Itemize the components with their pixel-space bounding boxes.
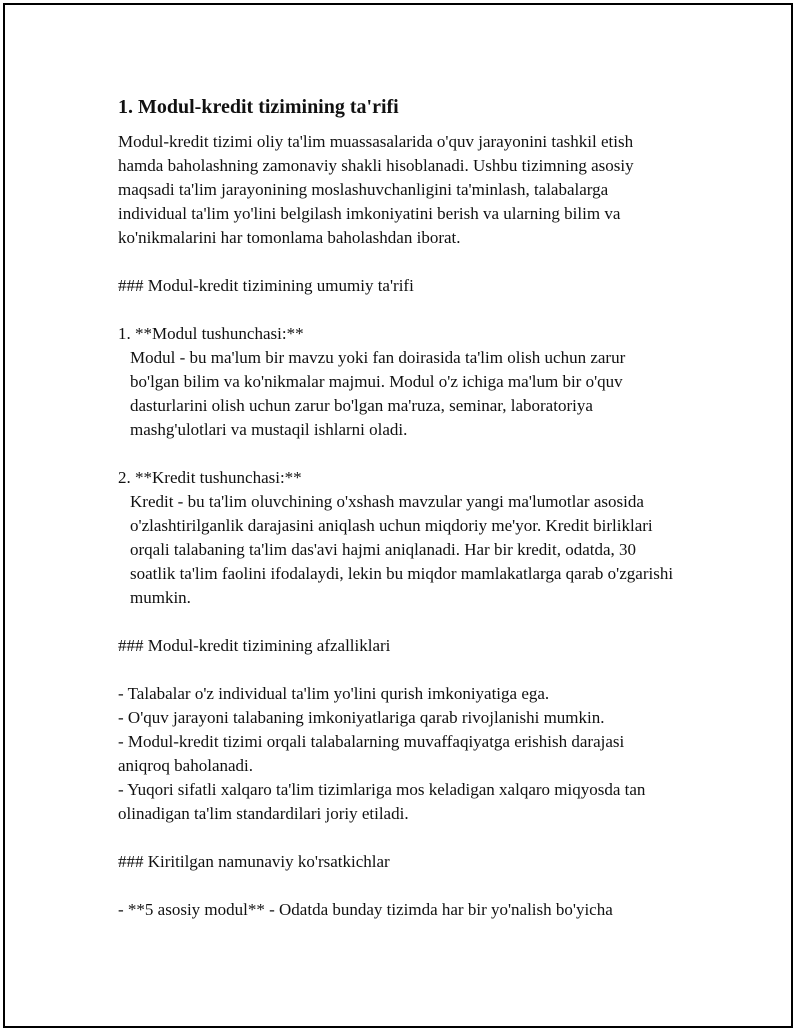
advantage-item: - Yuqori sifatli xalqaro ta'lim tizimlariga mos keladigan xalqaro miqyosda tan olinadigan ta'lim standardilari joriy etiladi.	[118, 780, 646, 823]
item-modul-text: Modul - bu ma'lum bir mavzu yoki fan doirasida ta'lim olish uchun zarur bo'lgan bilim va ko'nikmalar majmui. Modul o'z ichiga ma'lum bir o'quv dasturlarini olish uchun zarur bo'lgan ma'ruza, seminar, laboratoriya mashg'ulotlari va mustaqil ishlarni oladi.	[130, 348, 626, 439]
spacer	[118, 610, 678, 634]
spacer	[118, 874, 678, 898]
spacer	[118, 658, 678, 682]
item-modul-title: 1. **Modul tushunchasi:**	[118, 324, 304, 343]
spacer	[118, 298, 678, 322]
intro-paragraph: Modul-kredit tizimi oliy ta'lim muassasalarida o'quv jarayonini tashkil etish hamda baholashning zamonaviy shakli hisoblanadi. Ushbu tizimning asosiy maqsadi ta'lim jarayonining moslashuvchanligini ta'minlash, talabalarga individual ta'lim yo'lini belgilash imkoniyatini berish va ularning bilim va ko'nikmalarini har tomonlama baholashdan iborat.	[118, 132, 634, 247]
document-title: 1. Modul-kredit tizimining ta'rifi	[118, 96, 399, 118]
advantage-item: - O'quv jarayoni talabaning imkoniyatlariga qarab rivojlanishi mumkin.	[118, 708, 605, 727]
section-heading-general: ### Modul-kredit tizimining umumiy ta'rifi	[118, 276, 414, 295]
advantage-item: - Talabalar o'z individual ta'lim yo'lini qurish imkoniyatiga ega.	[118, 684, 550, 703]
spacer	[118, 826, 678, 850]
item-kredit-title: 2. **Kredit tushunchasi:**	[118, 468, 302, 487]
spacer	[118, 442, 678, 466]
item-kredit-text: Kredit - bu ta'lim oluvchining o'xshash mavzular yangi ma'lumotlar asosida o'zlashtirilganlik darajasini aniqlash uchun miqdoriy me'yor. Kredit birliklari orqali talabaning ta'lim das'avi hajmi aniqlanadi. Har bir kredit, odatda, 30 soatlik ta'lim faolini ifodalaydi, lekin bu miqdor mamlakatlarga qarab o'zgarishi mumkin.	[130, 492, 674, 607]
section-heading-advantages: ### Modul-kredit tizimining afzalliklari	[118, 636, 391, 655]
indicator-item: - **5 asosiy modul** - Odatda bunday tizimda har bir yo'nalish bo'yicha	[118, 900, 613, 919]
advantage-item: - Modul-kredit tizimi orqali talabalarning muvaffaqiyatga erishish darajasi aniqroq baholanadi.	[118, 732, 625, 775]
section-heading-indicators: ### Kiritilgan namunaviy ko'rsatkichlar	[118, 852, 390, 871]
document-body	[118, 94, 678, 922]
spacer	[118, 250, 678, 274]
